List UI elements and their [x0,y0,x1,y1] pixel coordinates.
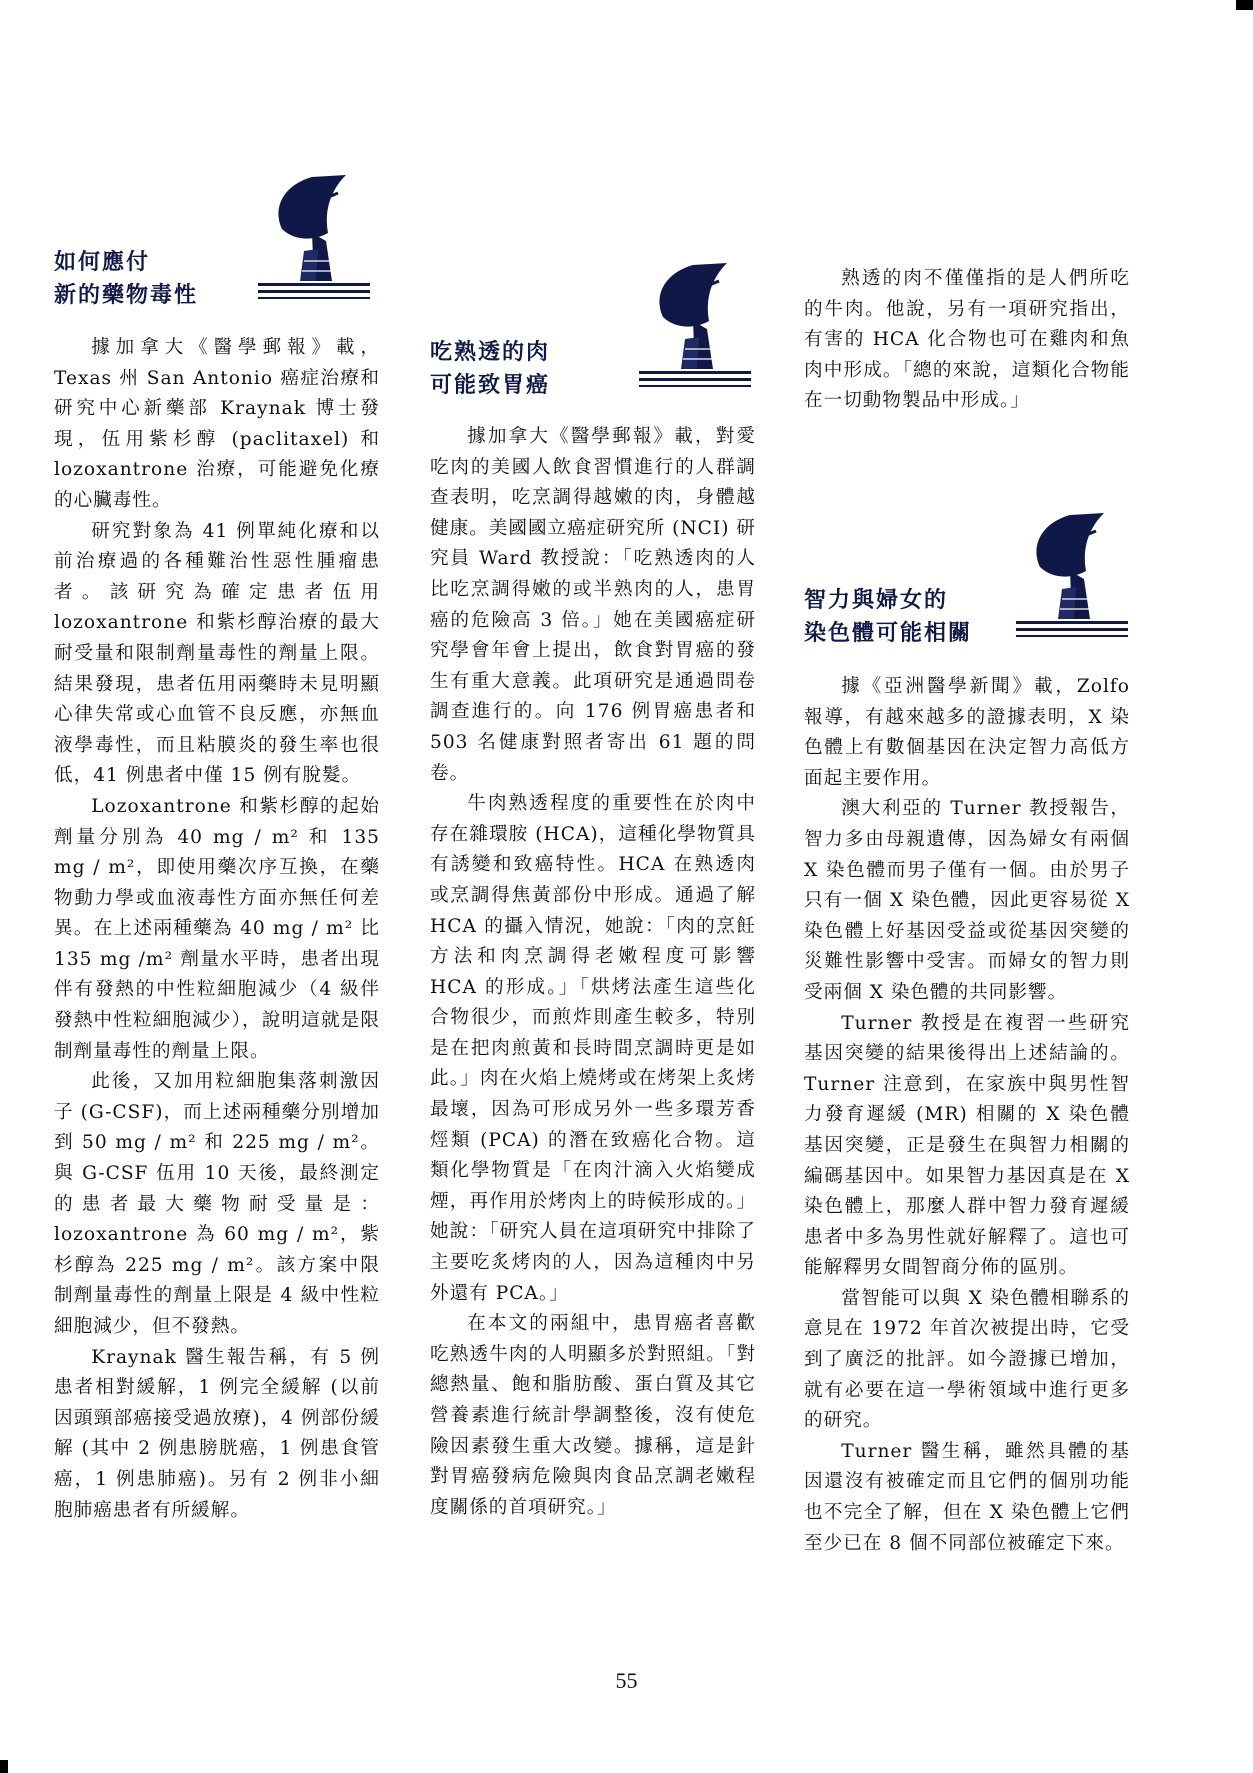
title-line: 新的藥物毒性 [54,283,199,308]
title-line: 可能致胃癌 [430,373,551,398]
satellite-dish-icon [635,256,755,392]
article-title [430,336,550,402]
page-number: 55 [615,1668,638,1693]
paragraph: 牛肉熟透程度的重要性在於肉中存在雜環胺 (HCA)，這種化學物質具有誘變和致癌特性。HCA 在熟透肉或烹調得焦黃部份中形成。通過了解 HCA 的攝入情況，她說：「肉的烹飪方法和肉烹調得老嫩程度可影響 HCA 的形成。」「烘烤法產生這些化合物很少，而煎炸則產生較多，特別是在把肉煎黃和長時間烹調時更是如此。」肉在火焰上燒烤或在烤架上炙烤最壞，因為可形成另外一些多環芳香烴類 (PCA) 的潛在致癌化合物。這類化學物質是「在肉汁滴入火焰變成煙，再作用於烤肉上的時候形成的。」她說：「研究人員在這項研究中排除了主要吃炙烤肉的人，因為這種肉中另外還有 PCA。」 [430,793,756,1304]
paragraph: 在本文的兩組中，患胃癌者喜歡吃熟透牛肉的人明顯多於對照組。「對總熱量、飽和脂肪酸、蛋白質及其它營養素進行統計學調整後，沒有使危險因素發生重大改變。據稱，這是針對胃癌發病危險與肉食品烹調老嫩程度關係的首項研究。」 [430,1313,756,1518]
article-body [430,422,756,1523]
paragraph: 據《亞洲醫學新聞》載，Zolfo 報導，有越來越多的證據表明，X 染色體上有數個基因在決定智力高低方面起主要作用。 [804,676,1130,789]
article-title [54,246,198,312]
paragraph: 當智能可以與 X 染色體相聯系的意見在 1972 年首次被提出時，它受到了廣泛的批評。如今證據已增加，就有必要在這一學術領域中進行更多的研究。 [804,1287,1130,1432]
paragraph: Turner 醫生稱，雖然具體的基因還沒有被確定而且它們的個別功能也不完全了解，但在 X 染色體上它們至少已在 8 個不同部位被確定下來。 [804,1440,1130,1554]
paragraph: 熟透的肉不僅僅指的是人們所吃的牛肉。他說，另有一項研究指出，有害的 HCA 化合物也可在雞肉和魚肉中形成。「總的來說，這類化合物能在一切動物製品中形成。」 [804,268,1130,412]
paragraph: 此後，又加用粒細胞集落刺激因子 (G-CSF)，而上述兩種藥分別增加到 50 mg / m² 和 225 mg / m²。與 G-CSF 伍用 10 天後，最終測定的患者最大藥物耐受量是：lozoxantrone 為 60 mg / m²，紫杉醇為 225 mg / m²。該方案中限制劑量毒性的劑量上限是 4 級中性粒細胞減少，但不發熱。 [54,1071,380,1337]
paragraph: 澳大利亞的 Turner 教授報告，智力多由母親遺傳，因為婦女有兩個 X 染色體而男子僅有一個。由於男子只有一個 X 染色體，因此更容易從 X 染色體上好基因受益或從基因突變的災難性影響中受害。而婦女的智力則受兩個 X 染色體的共同影響。 [804,798,1130,1003]
paragraph: 據加拿大《醫學郵報》載，對愛吃肉的美國人飲食習慣進行的人群調查表明，吃烹調得越嫩的肉，身體越健康。美國國立癌症研究所 (NCI) 研究員 Ward 教授說：「吃熟透肉的人比吃烹調得嫩的或半熟肉的人，患胃癌的危險高 3 倍。」她在美國癌症研究學會年會上提出，飲食對胃癌的發生有重大意義。此項研究是通過問卷調查進行的。向 176 例胃癌患者和 503 名健康對照者寄出 61 題的問卷。 [430,426,756,784]
paragraph: 研究對象為 41 例單純化療和以前治療過的各種難治性惡性腫瘤患者。該研究為確定患者伍用 lozoxantrone 和紫杉醇治療的最大耐受量和限制劑量毒性的劑量上限。結果發現，患者伍用兩藥時未見明顯心律失常或心血管不良反應，亦無血液學毒性，而且粘膜炎的發生率也很低，41 例患者中僅 15 例有脫髮。 [54,520,380,787]
article-body-continued [804,264,1130,417]
title-line: 智力與婦女的 [804,588,949,613]
title-line: 染色體可能相關 [804,621,973,646]
corner-mark-top-right [1236,0,1253,10]
satellite-dish-icon [254,168,374,304]
paragraph: Turner 教授是在複習一些研究基因突變的結果後得出上述結論的。Turner 注意到，在家族中與男性智力發育遲緩 (MR) 相關的 X 染色體基因突變，正是發生在與智力相關的編碼基因中。如果智力基因真是在 X 染色體上，那麼人群中智力發育遲緩患者中多為男性就好解釋了。這也可能解釋男女間智商分佈的區別。 [804,1012,1130,1279]
corner-mark-bottom-left [0,1760,8,1773]
article-title [804,584,972,650]
satellite-dish-icon [1012,506,1132,642]
paragraph: 據加拿大《醫學郵報》載，Texas 州 San Antonio 癌症治療和研究中心新藥部 Kraynak 博士發現，伍用紫杉醇 (paclitaxel) 和 lozoxantrone 治療，可能避免化療的心臟毒性。 [54,337,380,511]
article-body [54,333,380,1526]
article-body [804,672,1130,1559]
title-line: 吃熟透的肉 [430,340,551,365]
title-line: 如何應付 [54,250,151,275]
paragraph: Lozoxantrone 和紫杉醇的起始劑量分別為 40 mg / m² 和 135 mg / m²，即使用藥次序互換，在藥物動力學或血液毒性方面亦無任何差異。在上述兩種藥為 40 mg / m² 比 135 mg /m² 劑量水平時，患者出現伴有發熱的中性粒細胞減少（4 級伴發熱中性粒細胞減少），說明這就是限制劑量毒性的劑量上限。 [54,795,380,1062]
paragraph: Kraynak 醫生報告稱，有 5 例患者相對緩解，1 例完全緩解 (以前因頭頸部癌接受過放療)，4 例部份緩解 (其中 2 例患膀胱癌，1 例患食管癌，1 例患肺癌)。另有 2 例非小細胞肺癌患者有所緩解。 [54,1346,380,1521]
